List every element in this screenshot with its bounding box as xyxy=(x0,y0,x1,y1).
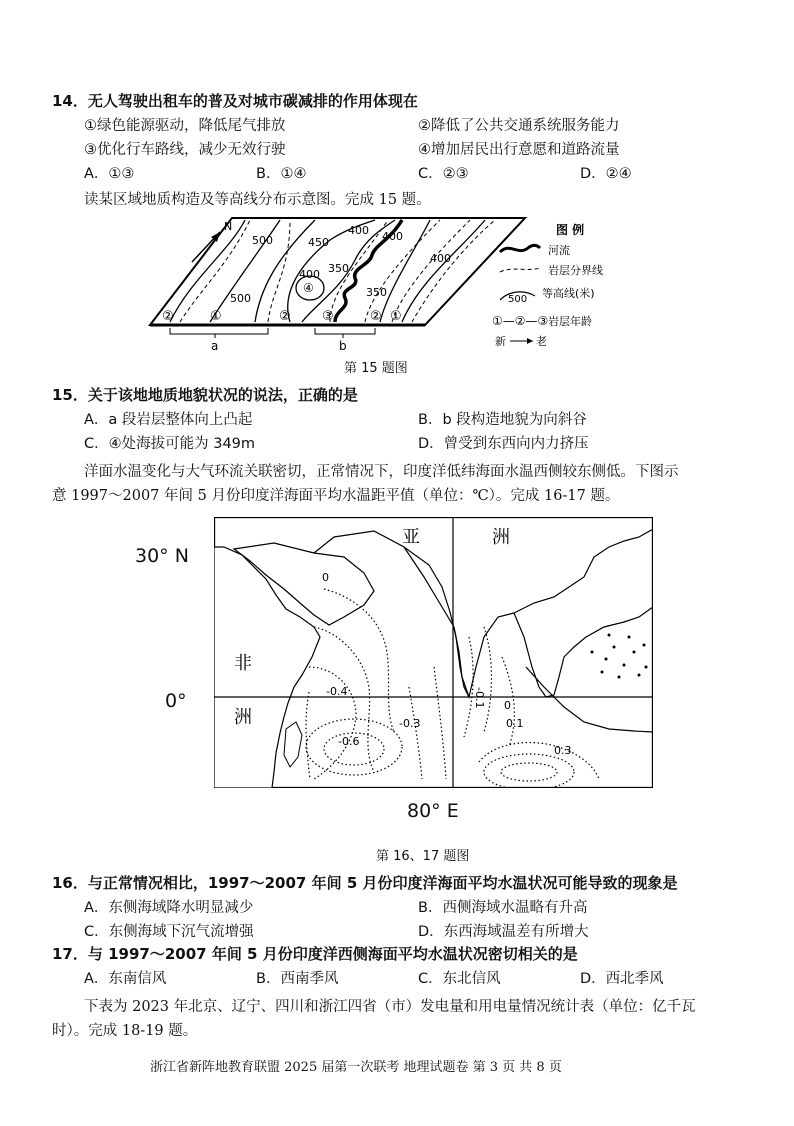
page-footer: 浙江省新阵地教育联盟 2025 届第一次联考 地理试题卷 第 3 页 共 8 页 xyxy=(150,1060,562,1075)
q16-intro-line1: 洋面水温变化与大气环流关联密切，正常情况下，印度洋低纬海面水温西侧较东侧低。下图示 xyxy=(84,464,679,480)
legend-river: 河流 xyxy=(548,244,570,257)
lon-80e-label: 80° E xyxy=(407,800,459,822)
q14-item-3: ③优化行车路线，减少无效行驶 xyxy=(84,142,286,158)
q17-option-c: C．东北信风 xyxy=(418,971,501,987)
isotherm-label: 0 xyxy=(504,699,511,712)
isotherm-label: 0.3 xyxy=(554,744,572,757)
legend-contour-value: 500 xyxy=(508,294,528,305)
contour-label: 450 xyxy=(308,236,329,249)
q17-option-a: A．东南信风 xyxy=(84,971,167,987)
contour-label: 350 xyxy=(366,286,387,299)
isotherm-label: -0.6 xyxy=(338,735,360,748)
asia-label-2: 洲 xyxy=(492,527,510,548)
lat-0-label: 0° xyxy=(165,690,187,712)
q16-option-b: B．西侧海域水温略有升高 xyxy=(418,900,588,916)
q17-option-b: B．西南季风 xyxy=(256,971,339,987)
rock-label: ② xyxy=(370,309,382,324)
legend-title: 图 例 xyxy=(556,223,585,237)
q15-option-b: B．b 段构造地貌为向斜谷 xyxy=(418,412,587,428)
geology-figure xyxy=(140,210,610,356)
q15-intro: 读某区域地质构造及等高线分布示意图。完成 15 题。 xyxy=(84,192,431,208)
q14-stem: 14．无人驾驶出租车的普及对城市碳减排的作用体现在 xyxy=(52,92,418,110)
contour-label: 400 xyxy=(299,268,320,281)
q16-option-d: D．东西海域温差有所增大 xyxy=(418,924,589,940)
q14-item-2: ②降低了公共交通系统服务能力 xyxy=(418,118,620,134)
q14-option-b: B．①④ xyxy=(256,166,307,182)
q16-stem: 16．与正常情况相比，1997～2007 年间 5 月份印度洋海面平均水温状况可能导致的现象是 xyxy=(52,874,678,892)
north-label: N xyxy=(224,220,233,233)
contour-label: 350 xyxy=(328,262,349,275)
rock-label: ④ xyxy=(303,281,314,295)
asia-label-1: 亚 xyxy=(402,527,420,548)
fig15-caption: 第 15 题图 xyxy=(344,361,408,376)
q14-option-d: D．②④ xyxy=(580,166,632,182)
legend-new: 新 xyxy=(495,335,506,348)
section-label-b: b xyxy=(339,339,347,353)
map-caption: 第 16、17 题图 xyxy=(376,849,470,864)
q14-item-1: ①绿色能源驱动，降低尾气排放 xyxy=(84,118,286,134)
contour-label: 500 xyxy=(252,234,273,247)
q15-stem: 15．关于该地地质地貌状况的说法，正确的是 xyxy=(52,386,358,404)
q15-option-a: A．a 段岩层整体向上凸起 xyxy=(84,412,253,428)
legend-old: 老 xyxy=(536,335,547,348)
q16-option-a: A．东侧海域降水明显减少 xyxy=(84,900,254,916)
indian-ocean-map xyxy=(214,517,653,788)
q14-option-a: A．①③ xyxy=(84,166,135,182)
isotherm-label: 0 xyxy=(322,571,329,584)
q16-option-c: C．东侧海域下沉气流增强 xyxy=(84,924,254,940)
river-legend-icon xyxy=(500,245,540,252)
rock-label: ② xyxy=(162,309,174,324)
contour-label: 400 xyxy=(382,230,403,243)
isotherm-label: -0.4 xyxy=(326,685,348,698)
rock-label: ③ xyxy=(322,309,334,324)
q15-option-c: C．④处海拔可能为 349m xyxy=(84,436,256,452)
q15-option-d: D．曾受到东西向内力挤压 xyxy=(418,436,589,452)
contour-label: 400 xyxy=(348,224,369,237)
q18-intro-line1: 下表为 2023 年北京、辽宁、四川和浙江四省（市）发电量和用电量情况统计表（单位：亿千瓦 xyxy=(84,999,696,1015)
legend-boundary: 岩层分界线 xyxy=(548,264,603,277)
isotherm-label: 0.1 xyxy=(506,717,524,730)
legend-contour: 等高线(米) xyxy=(542,287,595,300)
q17-stem: 17．与 1997～2007 年间 5 月份印度洋西侧海面平均水温状况密切相关的是 xyxy=(52,945,578,963)
rock-label: ② xyxy=(279,309,291,324)
q14-option-c: C．②③ xyxy=(418,166,469,182)
q16-intro-line2: 意 1997～2007 年间 5 月份印度洋海面平均水温距平值（单位：℃）。完成 16-17 题。 xyxy=(52,488,620,504)
isotherm-label: -0.1 xyxy=(473,687,486,709)
isotherm-label: -0.3 xyxy=(399,717,421,730)
q18-intro-line2: 时）。完成 18-19 题。 xyxy=(52,1023,198,1039)
africa-label-2: 洲 xyxy=(234,707,252,728)
q14-item-4: ④增加居民出行意愿和道路流量 xyxy=(418,142,620,158)
contour-label: 500 xyxy=(230,292,251,305)
africa-label-1: 非 xyxy=(234,653,252,674)
rock-label: ① xyxy=(390,309,402,324)
q17-option-d: D．西北季风 xyxy=(580,971,664,987)
contour-label: 400 xyxy=(430,252,451,265)
legend-age-sequence: ①—②—③ xyxy=(492,314,549,328)
rock-label: ① xyxy=(210,309,222,324)
legend-age: 岩层年龄 xyxy=(548,315,592,328)
lat-30n-label: 30° N xyxy=(135,545,189,567)
boundary-legend-icon xyxy=(500,268,540,272)
section-label-a: a xyxy=(211,339,219,353)
